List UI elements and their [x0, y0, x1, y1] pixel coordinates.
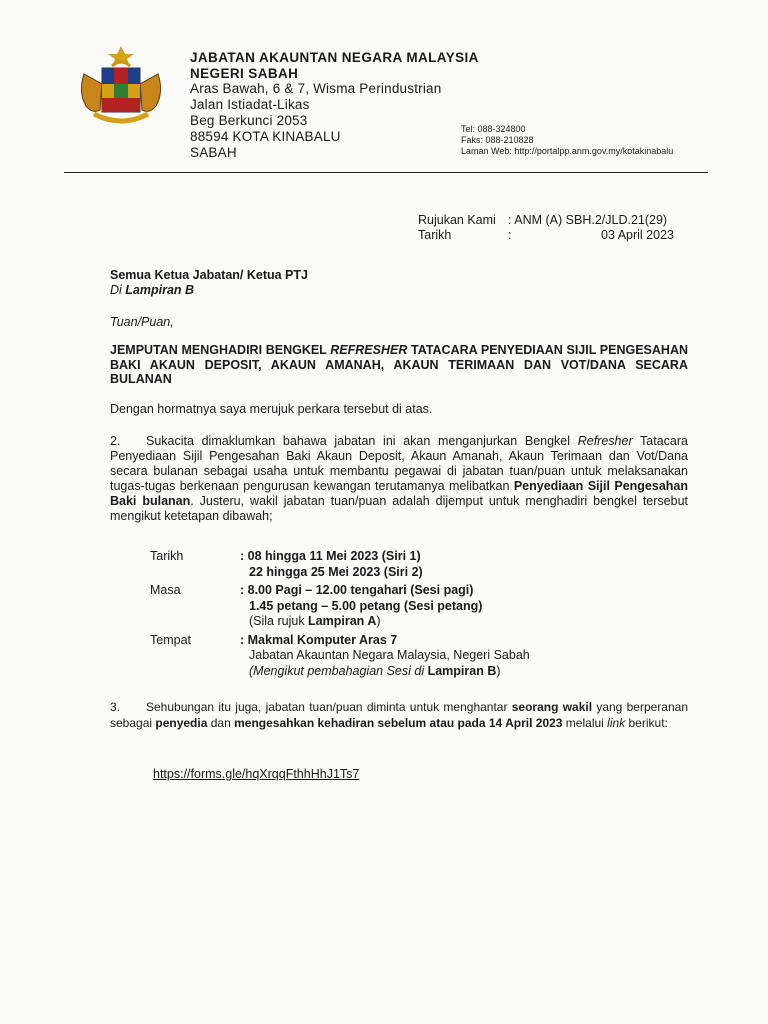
time-detail-label: Masa: [150, 583, 181, 597]
paragraph-text: Sehubungan itu juga, jabatan tuan/puan diminta untuk menghantar: [146, 700, 512, 714]
time-session-morning: : 8.00 Pagi – 12.00 tengahari (Sesi pagi): [240, 583, 474, 597]
letter-date: 03 April 2023: [601, 228, 674, 242]
subject-text: TATACARA PENYEDIAAN SIJIL PENGESAHAN BAKI AKAUN DEPOSIT, AKAUN AMANAH, AKAUN TERIMAAN DAN VOT/DANA SECARA BULANAN: [110, 343, 688, 386]
time-note-attachment: Lampiran A: [308, 614, 377, 628]
venue-note-attachment: Lampiran B: [427, 663, 497, 678]
venue-detail-label: Tempat: [150, 632, 191, 647]
contact-info: [461, 124, 673, 157]
paragraph-bold: Penyediaan Sijil Pengesahan Baki bulanan: [110, 479, 688, 508]
org-line-2: NEGERI SABAH: [190, 66, 299, 81]
coat-of-arms-logo: [72, 44, 170, 130]
paragraph-italic: Refresher: [577, 434, 633, 448]
subject-italic: REFRESHER: [330, 343, 408, 357]
subject-text: JEMPUTAN MENGHADIRI BENGKEL: [110, 343, 331, 357]
address-line: SABAH: [190, 145, 237, 160]
recipient-block: [110, 268, 308, 298]
recipient-prefix: Di: [110, 283, 126, 297]
salutation: Tuan/Puan,: [110, 315, 174, 329]
address-line: Beg Berkunci 2053: [190, 113, 308, 128]
venue-organization: Jabatan Akauntan Negara Malaysia, Negeri Sabah: [249, 648, 530, 662]
address-line: Jalan Istiadat-Likas: [190, 97, 310, 112]
reference-label: Rujukan Kami: [418, 213, 496, 227]
reference-block: [418, 213, 674, 243]
paragraph-number: 2.: [110, 434, 121, 448]
paragraph-number: 3.: [110, 700, 121, 714]
paragraph-3: [110, 700, 688, 731]
time-note: (Sila rujuk: [249, 614, 309, 628]
paragraph-italic: link: [607, 715, 626, 730]
paragraph-text: Tatacara Penyediaan Sijil Pengesahan Baki Akaun Deposit, Akaun Amanah, Akaun Terimaan dan Vot/Dana secara bulanan sebagai usaha untuk membantu pegawai di jabatan tuan/puan untuk melaksanakan tugas-tugas berkenaan pengurusan kewangan terutamanya melibatkan: [110, 434, 688, 493]
paragraph-text: Sukacita dimaklumkan bahawa jabatan ini akan menganjurkan Bengkel: [146, 434, 578, 448]
letter-subject: [110, 343, 688, 387]
paragraph-bold: seorang wakil: [511, 700, 593, 714]
paragraph-text: dan: [207, 715, 235, 730]
contact-website: Laman Web: http://portalpp.anm.gov.my/kotakinabalu: [461, 146, 674, 156]
date-detail-label: Tarikh: [150, 549, 184, 563]
paragraph-bold: penyedia: [155, 715, 208, 730]
time-session-afternoon: 1.45 petang – 5.00 petang (Sesi petang): [249, 598, 483, 613]
organization-address: [190, 81, 441, 161]
time-note: ): [376, 614, 381, 628]
event-details: [150, 549, 530, 682]
contact-phone: Tel: 088-324800: [461, 124, 526, 134]
date-label: Tarikh: [418, 228, 452, 242]
recipient-attachment: Lampiran B: [125, 283, 195, 297]
date-colon: :: [508, 228, 512, 242]
address-line: Aras Bawah, 6 & 7, Wisma Perindustrian: [190, 81, 442, 96]
letterhead-divider: [64, 172, 708, 173]
registration-form-link[interactable]: https://forms.gle/hqXrqqFthhHhJ1Ts7: [153, 767, 360, 781]
venue-name: : Makmal Komputer Aras 7: [240, 632, 398, 647]
address-line: 88594 KOTA KINABALU: [190, 129, 341, 144]
paragraph-text: berikut:: [625, 715, 668, 730]
venue-note: ): [496, 663, 501, 678]
org-line-1: JABATAN AKAUNTAN NEGARA MALAYSIA: [190, 50, 479, 65]
paragraph-text: yang berperanan sebagai: [110, 700, 689, 730]
reference-number: : ANM (A) SBH.2/JLD.21(29): [508, 213, 668, 227]
paragraph-2: [110, 434, 688, 524]
venue-note: (Mengikut pembahagian Sesi di: [249, 663, 428, 678]
paragraph-text: melalui: [562, 715, 608, 730]
recipient-line-1: Semua Ketua Jabatan/ Ketua PTJ: [110, 268, 308, 282]
paragraph-1: Dengan hormatnya saya merujuk perkara tersebut di atas.: [110, 402, 433, 416]
organization-name: [190, 50, 479, 82]
contact-fax: Faks: 088-210828: [461, 135, 534, 145]
paragraph-text: . Justeru, wakil jabatan tuan/puan adalah dijemput untuk menghadiri bengkel tersebut mengikut ketetapan dibawah;: [110, 494, 688, 523]
date-series-1: : 08 hingga 11 Mei 2023 (Siri 1): [240, 549, 421, 563]
paragraph-bold: mengesahkan kehadiran sebelum atau pada 14 April 2023: [234, 715, 563, 730]
date-series-2: 22 hingga 25 Mei 2023 (Siri 2): [249, 564, 423, 579]
